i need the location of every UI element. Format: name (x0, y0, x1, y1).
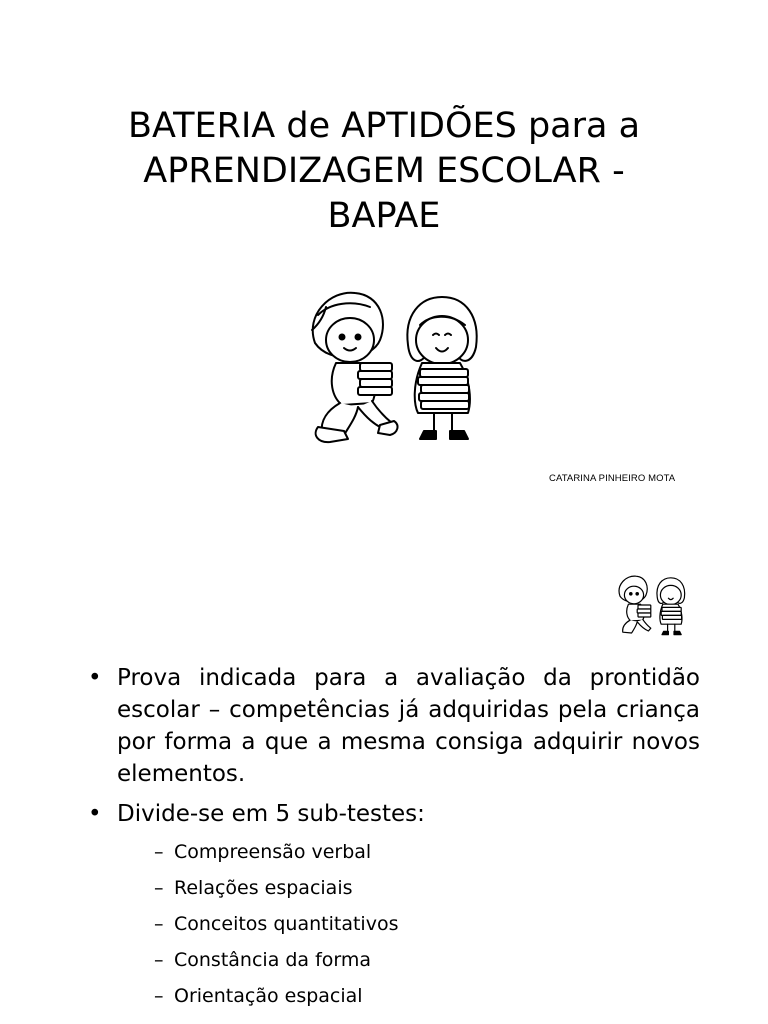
subtest-item (117, 906, 700, 942)
subtest-marker: – (154, 841, 164, 863)
subtest-item (117, 978, 700, 1014)
page-title (60, 104, 708, 239)
children-with-books-thumbnail (608, 573, 700, 639)
subtest-marker: – (154, 985, 164, 1007)
bullet-item (88, 798, 700, 1014)
subtest-text: Constância da forma (174, 949, 372, 971)
subtest-item (117, 870, 700, 906)
bullet-marker: • (88, 801, 102, 827)
subtest-text: Compreensão verbal (174, 841, 372, 863)
subtest-list (117, 834, 700, 1014)
title-line-1: BATERIA de APTIDÕES para a (127, 106, 641, 146)
subtest-text: Relações espaciais (174, 877, 353, 899)
subtest-text: Conceitos quantitativos (174, 913, 399, 935)
subtest-item (117, 942, 700, 978)
title-line-2: APRENDIZAGEM ESCOLAR - (143, 151, 625, 191)
bullet-marker: • (88, 665, 102, 691)
subtest-marker: – (154, 949, 164, 971)
bullet-text: Prova indicada para a avaliação da prontidão escolar – competências já adquiridas pela criança por forma a que a mesma consiga adquirir novos elementos. (117, 665, 700, 787)
boy-figure (312, 293, 397, 442)
subtest-marker: – (154, 913, 164, 935)
children-with-books-illustration (300, 285, 500, 450)
bullet-text: Divide-se em 5 sub-testes: (117, 801, 425, 827)
author-name: CATARINA PINHEIRO MOTA (549, 473, 676, 484)
subtest-text: Orientação espacial (174, 985, 363, 1007)
subtest-item (117, 834, 700, 870)
bullet-list (88, 662, 700, 1022)
bullet-item (88, 662, 700, 790)
title-line-3: BAPAE (327, 196, 441, 236)
girl-figure (407, 297, 476, 439)
subtest-marker: – (154, 877, 164, 899)
